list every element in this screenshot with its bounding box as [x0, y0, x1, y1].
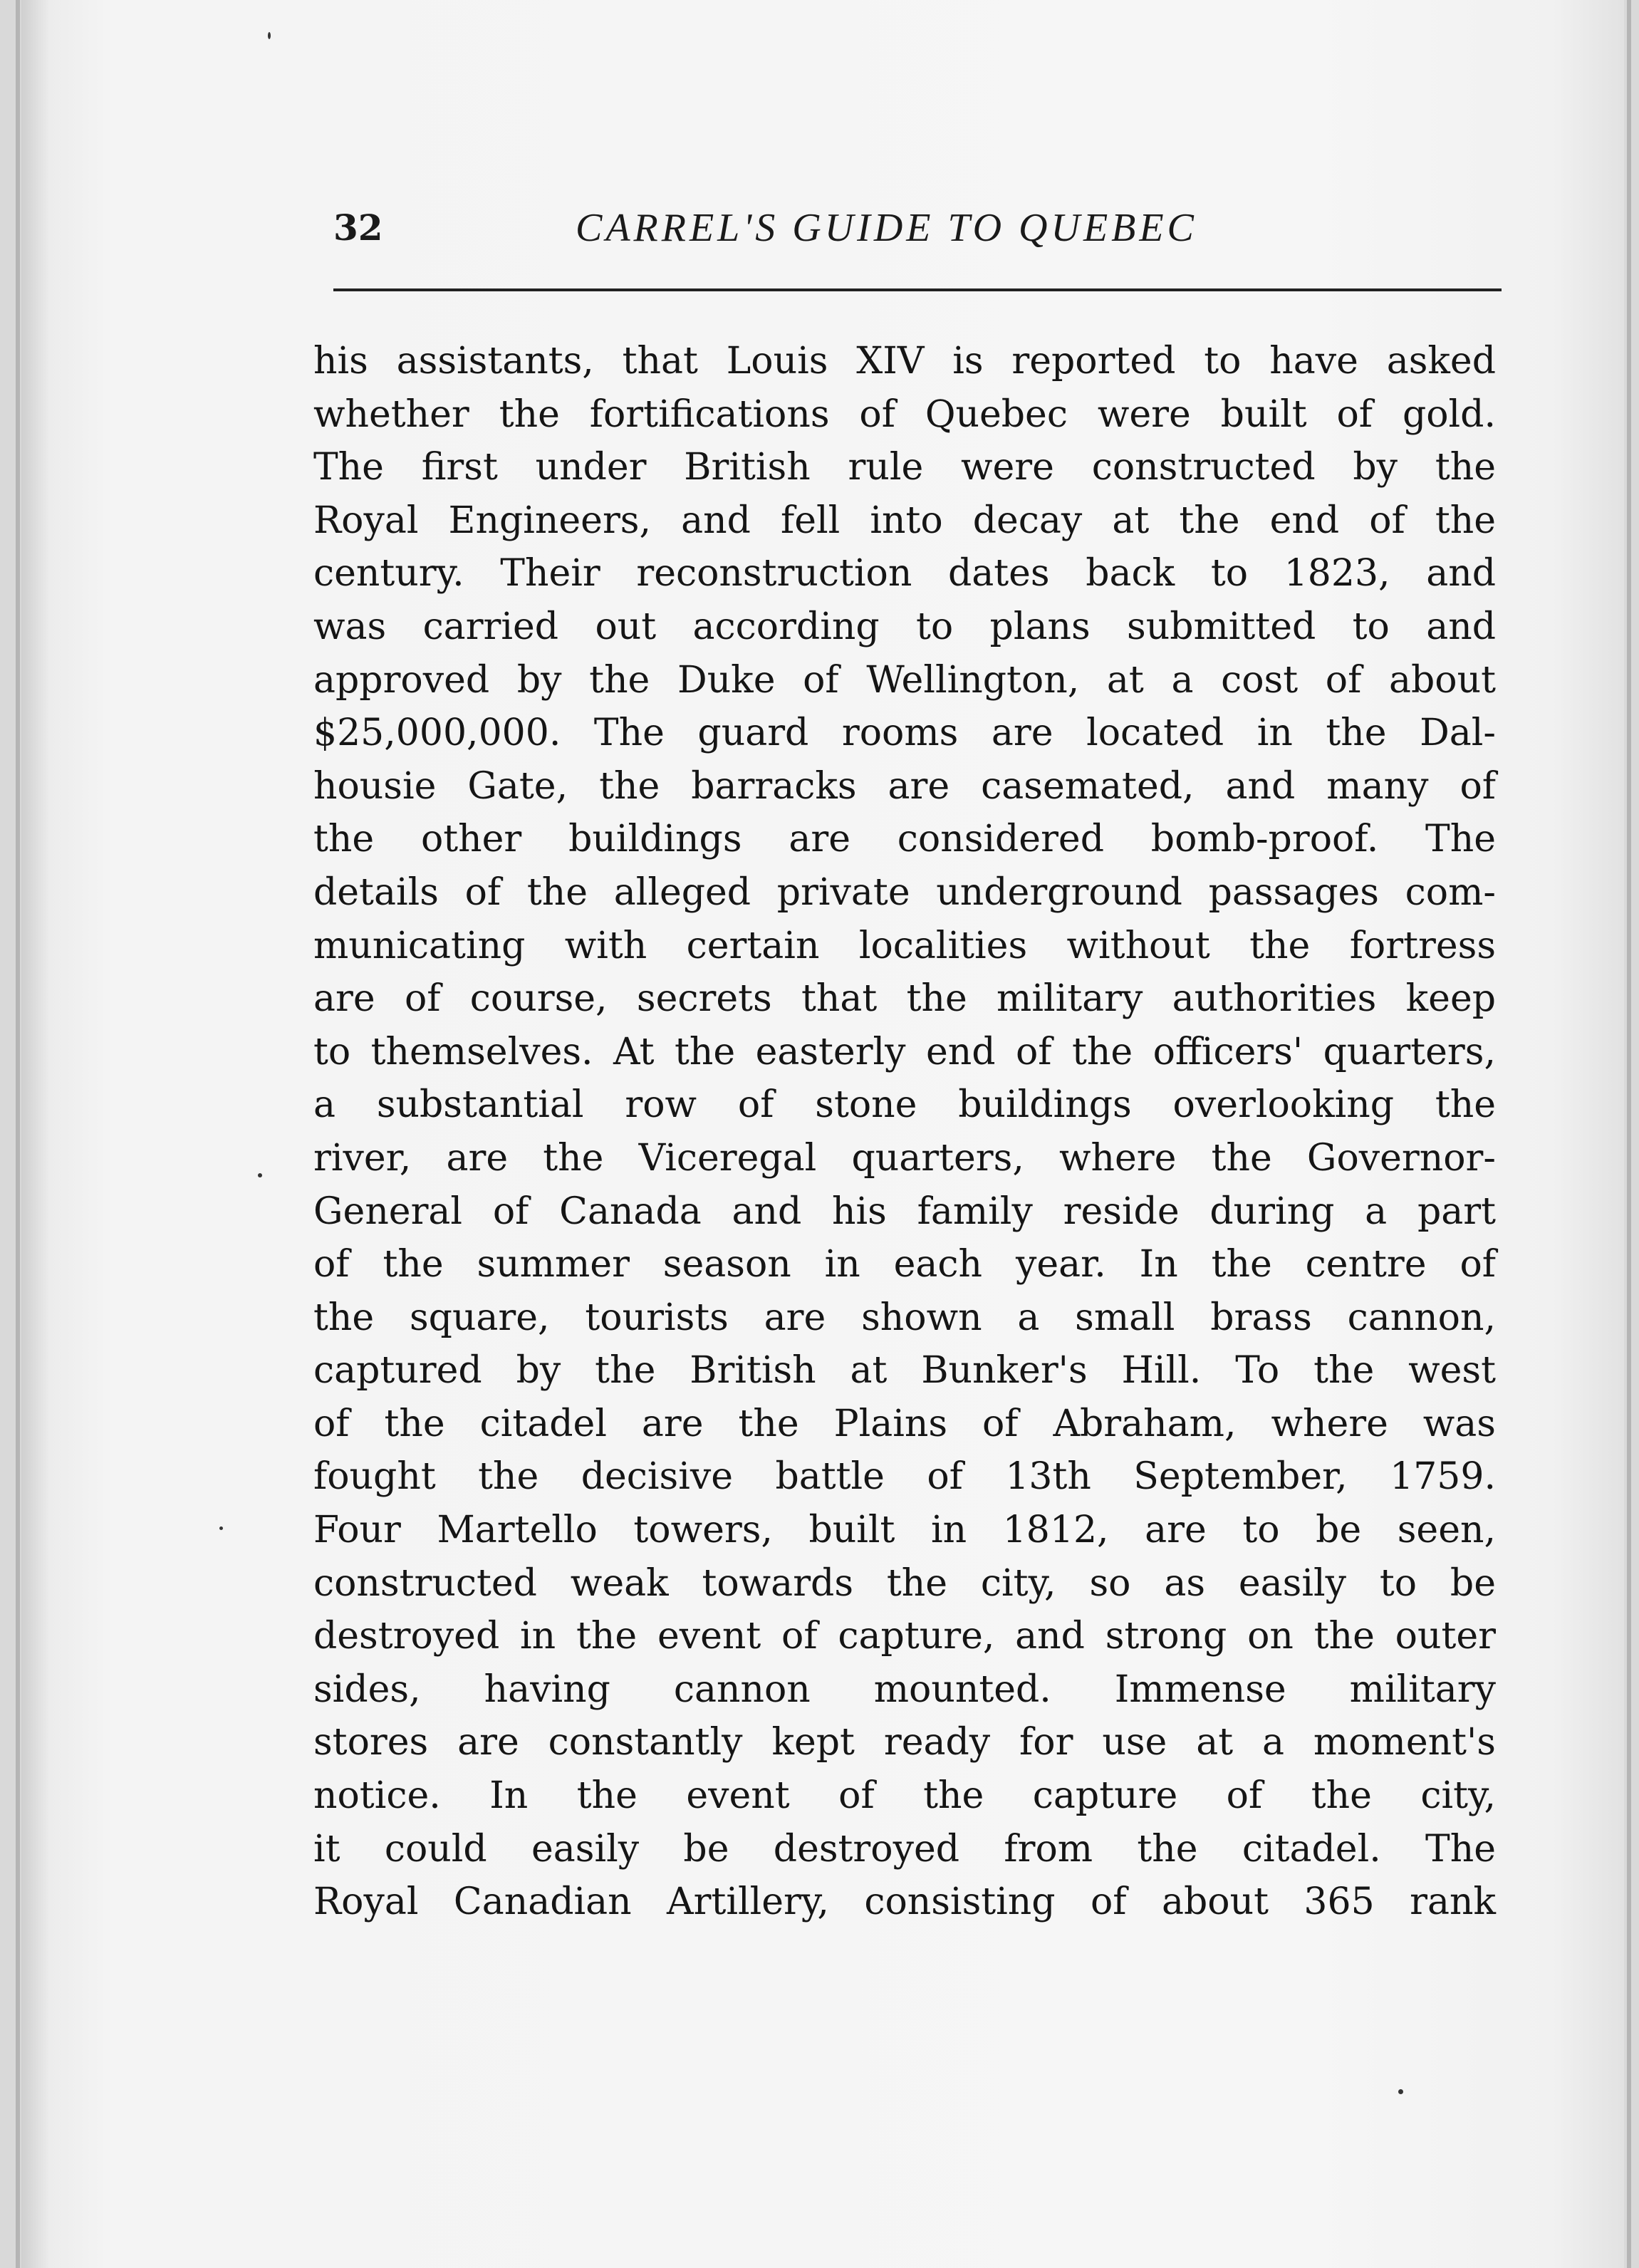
text-line: details of the alleged private underground passages com-: [313, 870, 1496, 914]
text-line: sides, having cannon mounted. Immense military: [313, 1668, 1496, 1711]
text-line: constructed weak towards the city, so as easily to be: [313, 1561, 1496, 1605]
text-line: captured by the British at Bunker's Hill. To the west: [313, 1349, 1496, 1393]
text-line: Royal Engineers, and fell into decay at the end of the: [313, 499, 1496, 542]
text-line: river, are the Viceregal quarters, where the Governor-: [313, 1136, 1496, 1180]
text-line: Four Martello towers, built in 1812, are to be seen,: [313, 1509, 1496, 1552]
text-line: fought the decisive battle of 13th September, 1759.: [313, 1455, 1496, 1499]
text-line: The first under British rule were constructed by the: [313, 446, 1496, 489]
print-speck: [219, 1526, 223, 1530]
text-line: whether the fortifications of Quebec were built of gold.: [313, 392, 1496, 436]
page-number: 32: [333, 207, 383, 249]
text-line: notice. In the event of the capture of the city,: [313, 1774, 1496, 1818]
running-head: [333, 203, 1502, 267]
page-edge-left: [16, 0, 20, 2268]
body-text: [313, 335, 1510, 1929]
text-line: of the summer season in each year. In the centre of: [313, 1243, 1496, 1286]
print-speck: [268, 32, 271, 39]
text-line: are of course, secrets that the military authorities keep: [313, 977, 1496, 1021]
text-line: $25,000,000. The guard rooms are located in the Dal-: [313, 712, 1496, 755]
text-line: the square, tourists are shown a small brass cannon,: [313, 1296, 1496, 1339]
text-line: housie Gate, the barracks are casemated, and many of: [313, 764, 1496, 808]
print-speck: [258, 1173, 262, 1177]
print-speck: [1398, 2089, 1403, 2094]
page-edge-right: [1627, 0, 1631, 2268]
text-line: municating with certain localities without the fortress: [313, 924, 1496, 967]
text-line: approved by the Duke of Wellington, at a cost of about: [313, 658, 1496, 702]
text-line: Royal Canadian Artillery, consisting of about 365 rank: [313, 1881, 1496, 1924]
text-line: General of Canada and his family reside during a part: [313, 1190, 1496, 1233]
running-title: CARREL'S GUIDE TO QUEBEC: [576, 206, 1197, 250]
text-line: was carried out according to plans submitted to and: [313, 605, 1496, 648]
text-line: century. Their reconstruction dates back to 1823, and: [313, 552, 1496, 595]
text-line: of the citadel are the Plains of Abraham, where was: [313, 1402, 1496, 1445]
text-line: a substantial row of stone buildings overlooking the: [313, 1083, 1496, 1127]
text-line: the other buildings are considered bomb-proof. The: [313, 818, 1496, 861]
text-line: destroyed in the event of capture, and strong on the outer: [313, 1615, 1496, 1658]
text-line: it could easily be destroyed from the citadel. The: [313, 1827, 1496, 1871]
text-line: stores are constantly kept ready for use at a moment's: [313, 1721, 1496, 1764]
header-rule: [333, 288, 1502, 291]
text-line: his assistants, that Louis XIV is reported to have asked: [313, 340, 1496, 383]
text-line: to themselves. At the easterly end of the officers' quarters,: [313, 1030, 1496, 1073]
